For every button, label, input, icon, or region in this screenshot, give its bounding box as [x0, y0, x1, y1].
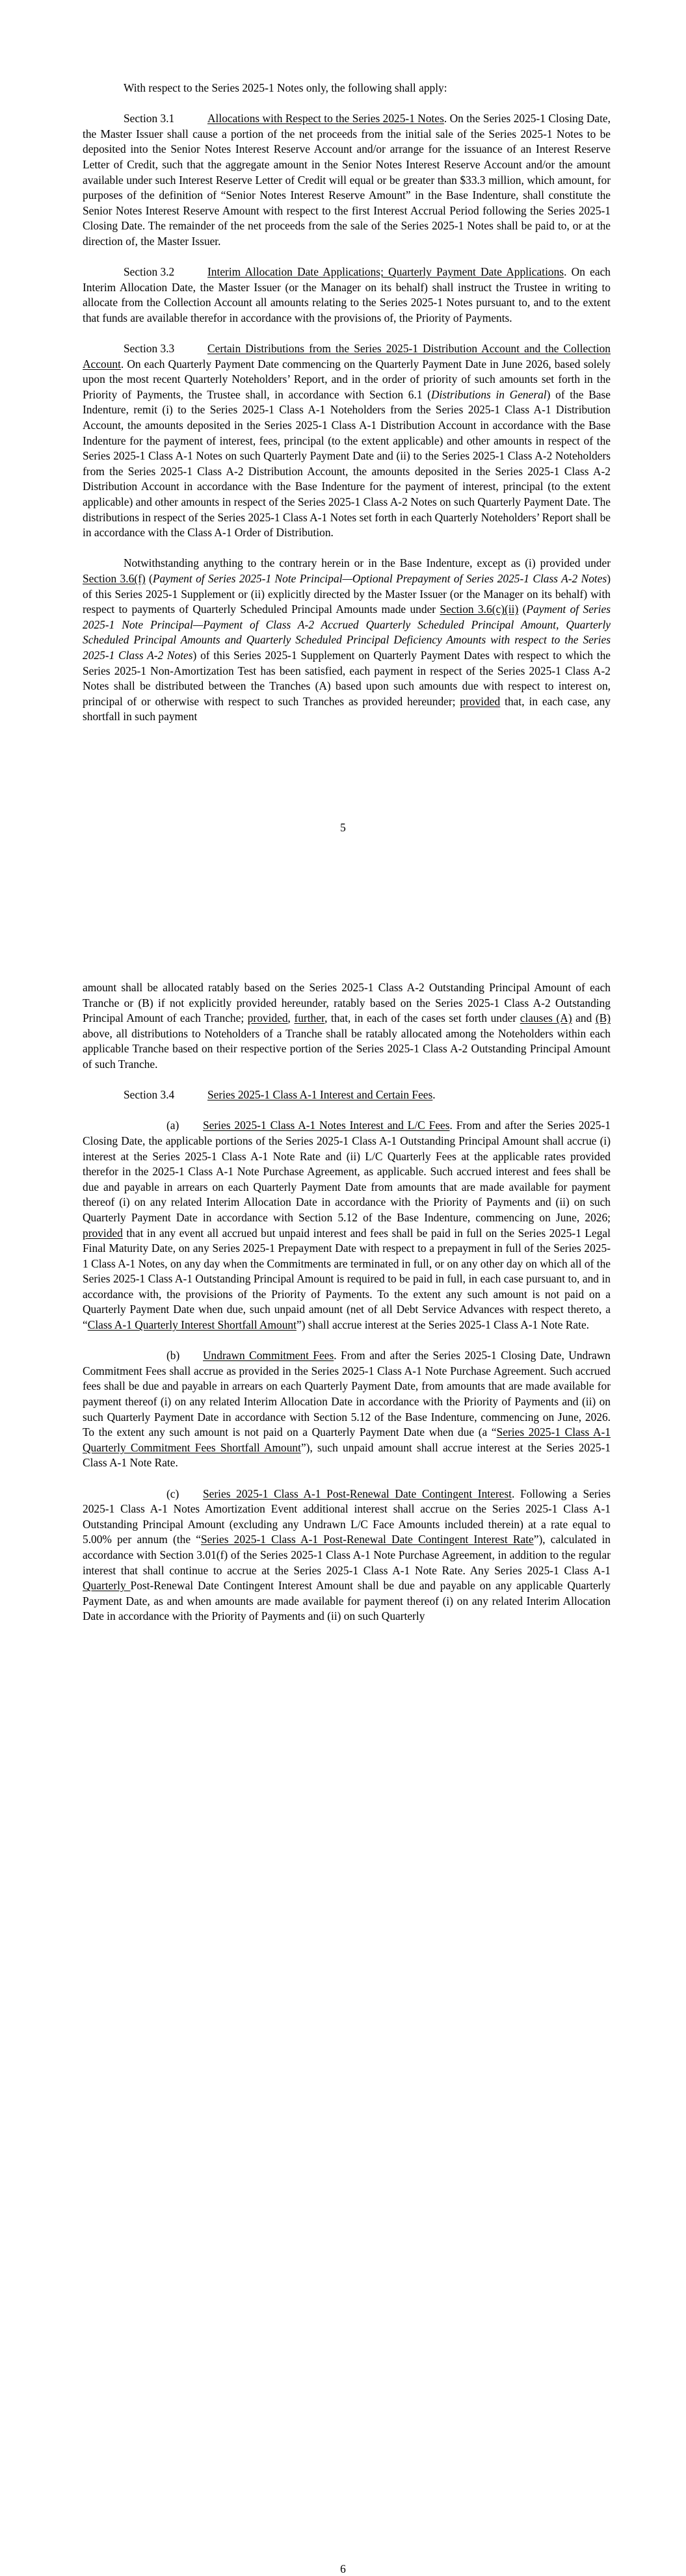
provided-term: provided [247, 1011, 288, 1025]
section-3-3-italic-ref: Distributions in General [430, 387, 547, 401]
quarterly-term: Quarterly [83, 1579, 131, 1593]
section-3-2-heading: Interim Allocation Date Applications; Quarterly Payment Date Applications [207, 265, 564, 279]
subsection-c-text-1: . Following a Series 2025-1 Class A-1 Notes Amortization Event additional interest shall accrue on the Series 2025-1 Class A-1 Outstanding Principal Amount (excluding any Undrawn L/C Face Amounts included therein) at a rate equal to 5.00% per annum (the “ [83, 1487, 611, 1546]
continuation-text-5: above, all distributions to Noteholders of a Tranche shall be ratably allocated among the Noteholders within each applicable Tranche based on their respective portion of the Series 2025-1 Class A-2 Outstanding Principal Amount of such Tranche. [83, 1026, 611, 1071]
contingent-interest-rate-term: Series 2025-1 Class A-1 Post-Renewal Date Contingent Interest Rate [200, 1533, 534, 1546]
notwithstanding-text-4: ( [518, 603, 527, 616]
subsection-a-paragraph [83, 1118, 611, 1333]
page-number: 5 [340, 821, 346, 834]
subsection-a-text-1: . From and after the Series 2025-1 Closing Date, the applicable portions of the Series 2025-1 Class A-1 Outstanding Principal Amount shall accrue (i) interest at the Series 2025-1 Class A-1 Note Rate and (ii) L/C Quarterly Fees at the applicable rates provided therefor in the 2025-1 Class A-1 Note Purchase Agreement, as applicable. Such accrued interest and fees shall be due and payable in arrears on each Quarterly Payment Date from amounts that are made available for payment thereof (i) on any related Interim Allocation Date in accordance with the Priority of Payments and (ii) on such Quarterly Payment Date in accordance with Section 5.12 of the Base Indenture, commencing on June, 2026; [83, 1119, 611, 1224]
clause-a-reference: clauses (A) [520, 1011, 572, 1025]
subsection-a-text-2: that in any event all accrued but unpaid interest and fees shall be paid in full on the Series 2025-1 Legal Final Maturity Date, on any Series 2025-1 Prepayment Date with respect to a prepayment in full of the Series 2025-1 Class A-1 Notes, on any day when the Commitments are terminated in full, or on any other day on which all of the Series 2025-1 Class A-1 Outstanding Principal Amount is required to be paid in full, in each case pursuant to, and in accordance with, the provisions of the Priority of Payments. To the extent any such amount is not paid on a Quarterly Payment Date when due, such unpaid amount (net of all Debt Service Advances with respect thereto, a “ [83, 1226, 611, 1332]
provided-term: provided [460, 694, 501, 708]
notwithstanding-text-6: that, in each case, any shortfall in such payment [83, 694, 611, 723]
notwithstanding-text-3: ) of this Series 2025-1 Supplement or (ii) explicitly directed by the Master Issuer (or the Manager on its behalf) with respect to payments of Quarterly Scheduled Principal Amounts made under [83, 572, 611, 616]
section-3-2-text: . On each Interim Allocation Date, the Master Issuer (or the Manager on its behalf) shall instruct the Trustee in writing to allocate from the Collection Account all amounts relating to the Series 2025-1 Notes pursuant to, and to the extent that funds are available therefor in accordance with the provisions of, the Priority of Payments. [83, 265, 611, 324]
continuation-text-4: and [572, 1011, 596, 1025]
page-5 [0, 0, 686, 845]
subsection-b-label: (b) [166, 1349, 180, 1362]
section-3-2-number: Section 3.2 [124, 265, 175, 279]
scheduled-principal-title: Payment of Series 2025-1 Note Principal—Payment of Class A-2 Accrued Quarterly Scheduled Principal Amount, Quarterly Scheduled Principal Amounts and Quarterly Scheduled Principal Deficiency Amounts with respect to the Series 2025-1 Class A-2 Notes [83, 603, 611, 662]
continuation-text-3: , that, in each of the cases set forth under [324, 1011, 520, 1025]
subsection-a-heading: Series 2025-1 Class A-1 Notes Interest and L/C Fees [203, 1119, 450, 1132]
subsection-b-text-1: . From and after the Series 2025-1 Closing Date, Undrawn Commitment Fees shall accrue as provided in the Series 2025-1 Class A-1 Note Purchase Agreement. Such accrued fees shall be due and payable in arrears on each Quarterly Payment Date, from amounts that are made available for payment thereof (i) on any related Interim Allocation Date in accordance with the Priority of Payments and (ii) on such Quarterly Payment Date in accordance with Section 5.12 of the Base Indenture, commencing on June, 2026. To the extent any such amount is not paid on a Quarterly Payment Date when due (a “ [83, 1349, 611, 1439]
subsection-b-text-2: ”), such unpaid amount shall accrue interest at the Series 2025-1 Class A-1 Note Rate. [83, 1440, 611, 1470]
page-6-body [83, 980, 611, 1640]
intro-paragraph: With respect to the Series 2025-1 Notes only, the following shall apply: [124, 81, 447, 94]
subsection-c-label: (c) [166, 1487, 179, 1500]
page-5-body [83, 81, 611, 740]
section-3-1-text: . On the Series 2025-1 Closing Date, the Master Issuer shall cause a portion of the net proceeds from the initial sale of the Series 2025-1 Notes to be deposited into the Senior Notes Interest Reserve Account and/or arrange for the issuance of an Interest Reserve Letter of Credit, such that the aggregate amount in the Senior Notes Interest Reserve Account and/or the amount available under such Interest Reserve Letter of Credit will equal or be greater than $33.3 million, which amount, for purposes of the definition of “Senior Notes Interest Reserve Amount” in the Base Indenture, shall constitute the Senior Notes Interest Reserve Amount with respect to the first Interest Accrual Period following the Series 2025-1 Closing Date. The remainder of the net proceeds from the sale of the Series 2025-1 Notes shall be paid to, or at the direction of, the Master Issuer. [83, 112, 611, 248]
subsection-a-text-3: ”) shall accrue interest at the Series 2025-1 Class A-1 Note Rate. [296, 1318, 590, 1332]
section-3-1-paragraph [83, 111, 611, 249]
commitment-fees-shortfall-term: Series 2025-1 Class A-1 Quarterly Commitment Fees Shortfall Amount [83, 1425, 611, 1454]
further-term: further [294, 1011, 325, 1025]
section-3-6cii-reference: Section 3.6(c)(ii) [440, 603, 519, 616]
continuation-paragraph [83, 980, 611, 1073]
section-3-3-number: Section 3.3 [124, 342, 175, 356]
subsection-b-paragraph [83, 1348, 611, 1471]
section-3-6f-reference: Section 3.6(f) [83, 572, 146, 585]
section-3-4-number: Section 3.4 [124, 1088, 175, 1102]
continuation-text-2: , [287, 1011, 295, 1025]
section-3-2-paragraph [83, 265, 611, 326]
subsection-c-heading: Series 2025-1 Class A-1 Post-Renewal Date Contingent Interest [203, 1487, 512, 1500]
notwithstanding-text-1: Notwithstanding anything to the contrary herein or in the Base Indenture, except as (i) provided under [124, 556, 611, 570]
notwithstanding-text-2: ( [145, 572, 153, 585]
section-3-1-number: Section 3.1 [124, 112, 175, 125]
section-3-1-heading: Allocations with Respect to the Series 2025-1 Notes [207, 112, 444, 125]
subsection-a-label: (a) [166, 1119, 179, 1132]
clause-b-reference: (B) [595, 1011, 611, 1025]
section-3-3-text-2: ) of the Base Indenture, remit (i) to the Series 2025-1 Class A-1 Noteholders from the Series 2025-1 Class A-1 Distribution Account, the amounts deposited in the Series 2025-1 Class A-1 Distribution Account in accordance with the Base Indenture for the payment of interest, fees, principal (to the extent applicable) and other amounts in respect of the Series 2025-1 Class A-1 Notes on such Quarterly Payment Date and (ii) to the Series 2025-1 Class A-2 Noteholders from the Series 2025-1 Class A-2 Distribution Account, the amounts deposited in the Series 2025-1 Class A-2 Distribution Account in accordance with the Base Indenture for the payment of interest, principal (to the extent applicable) and other amounts in respect of the Series 2025-1 Class A-2 Notes on such Quarterly Payment Date. The distributions in respect of the Series 2025-1 Class A-1 Notes set forth in each Quarterly Noteholders’ Report shall be in accordance with the Class A-1 Order of Distribution. [83, 387, 611, 540]
subsection-c-paragraph [83, 1487, 611, 1624]
notwithstanding-paragraph [83, 556, 611, 725]
page-number: 6 [340, 2562, 346, 2575]
subsection-b-heading: Undrawn Commitment Fees [203, 1349, 334, 1362]
optional-prepayment-title: Payment of Series 2025-1 Note Principal—Optional Prepayment of Series 2025-1 Class A-2 Notes [152, 572, 607, 585]
section-3-3-paragraph [83, 341, 611, 541]
subsection-c-text-2: ”), calculated in accordance with Section 3.01(f) of the Series 2025-1 Class A-1 Note Purchase Agreement, in addition to the regular interest that shall continue to accrue at the Series 2025-1 Class A-1 Note Rate. Any Series 2025-1 Class A-1 [83, 1533, 611, 1577]
section-3-3-heading: Certain Distributions from the Series 2025-1 Distribution Account and the Collection Account [83, 342, 611, 371]
continuation-text-1: amount shall be allocated ratably based on the Series 2025-1 Class A-2 Outstanding Principal Amount of each Tranche or (B) if not explicitly provided hereunder, ratably based on the Series 2025-1 Class A-2 Outstanding Principal Amount of each Tranche; [83, 981, 611, 1025]
section-3-4-heading: Series 2025-1 Class A-1 Interest and Certain Fees [207, 1088, 433, 1102]
section-3-3-text-1: . On each Quarterly Payment Date commencing on the Quarterly Payment Date in June 2026, based solely upon the most recent Quarterly Noteholders’ Report, and in the order of priority of such amounts set forth in the Priority of Payments, the Trustee shall, in accordance with Section 6.1 ( [83, 357, 611, 401]
notwithstanding-text-5: ) of this Series 2025-1 Supplement on Quarterly Payment Dates with respect to which the Series 2025-1 Non-Amortization Test has been satisfied, each payment in respect of the Series 2025-1 Class A-2 Notes shall be distributed between the Tranches (A) based upon such amounts due with respect to interest on, principal of or otherwise with respect to such Tranches as provided hereunder; [83, 648, 611, 708]
section-3-4-period: . [432, 1088, 436, 1102]
page-6 [0, 845, 686, 2575]
section-3-4-heading-paragraph [83, 1087, 611, 1103]
interest-shortfall-term: Class A-1 Quarterly Interest Shortfall Amount [87, 1318, 297, 1332]
subsection-c-text-3: Post-Renewal Date Contingent Interest Amount shall be due and payable on any applicable Quarterly Payment Date, as and when amounts are made available for payment thereof (i) on any related Interim Allocation Date in accordance with the Priority of Payments and (ii) on such Quarterly [83, 1579, 611, 1623]
provided-term: provided [83, 1226, 123, 1240]
